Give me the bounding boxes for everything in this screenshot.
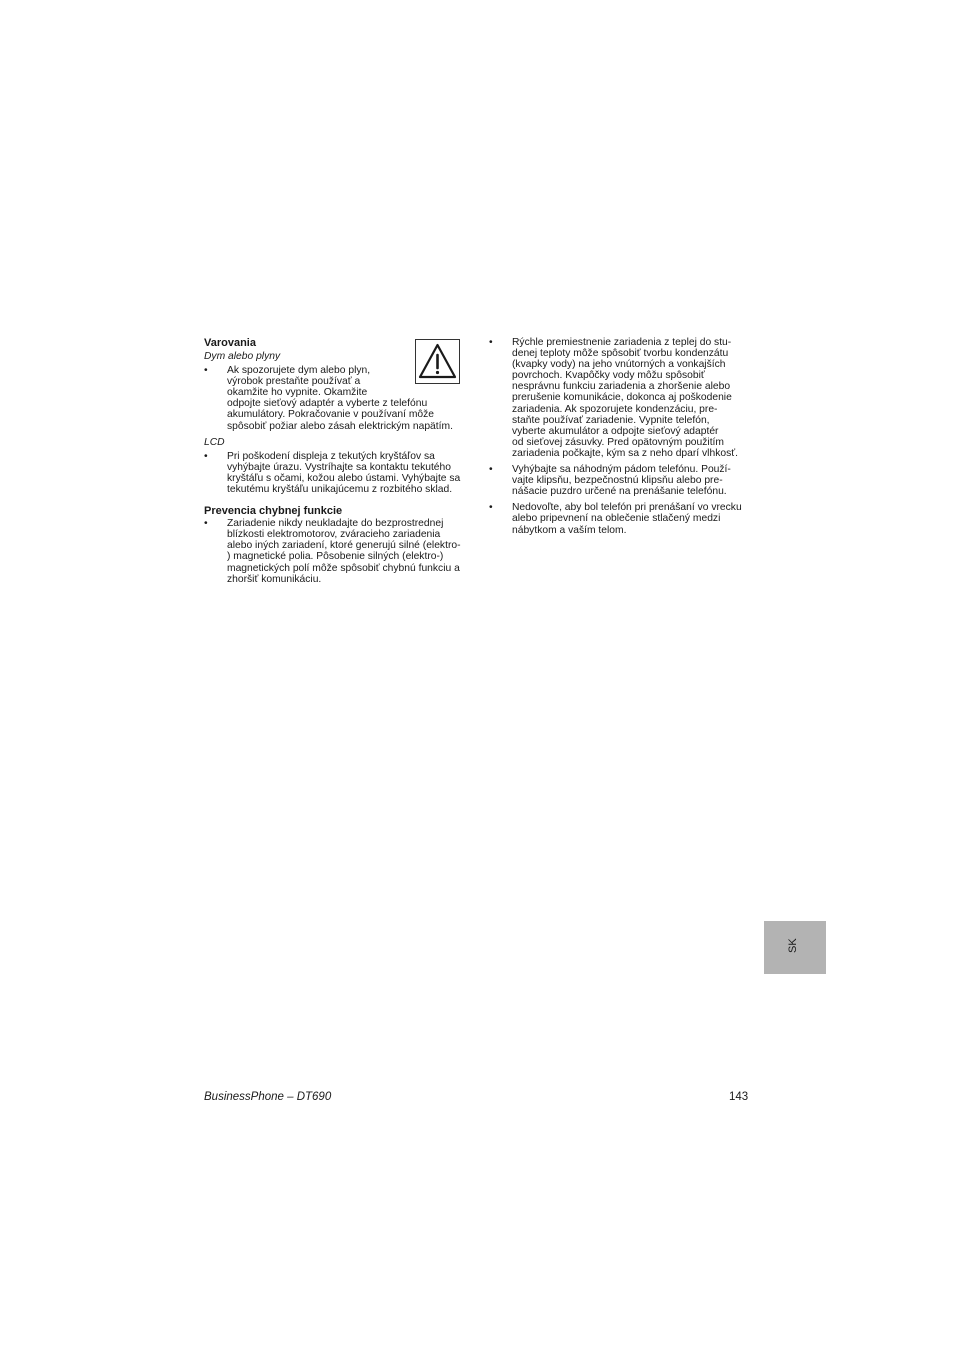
text-line: spôsobiť požiar alebo zásah elektrickým napätím. — [227, 420, 453, 432]
text-line: Rýchle premiestnenie zariadenia z teplej do stu- — [512, 337, 732, 348]
text-line: staňte používať zariadenie. Vypnite telefón, — [512, 414, 710, 426]
text-line: Pri poškodení displeja z tekutých kryštáľov sa — [227, 450, 435, 462]
text-line: Ak spozorujete dym alebo plyn, — [227, 365, 371, 377]
section-title-warnings: Varovania — [204, 337, 256, 349]
section-title-malfunction: Prevencia chybnej funkcie — [204, 505, 343, 518]
language-tab-label: SK — [787, 938, 799, 953]
text-line: prerušenie komunikácie, dokonca aj poškodenie — [512, 392, 732, 404]
text-line: (kvapky vody) na jeho vnútorných a vonkajších — [512, 359, 726, 371]
text-line: Zariadenie nikdy neukladajte do bezprostrednej — [227, 518, 444, 530]
text-line: zariadenia počkajte, kým sa z neho dparí vlhkosť. — [512, 447, 738, 459]
bullet-symbol: • — [489, 502, 493, 514]
list-item — [489, 464, 751, 497]
text-line: nábytkom a vaším telom. — [512, 524, 627, 536]
list-item — [489, 502, 751, 535]
warning-triangle-icon — [415, 339, 460, 384]
text-line: zariadenia. Ak spozorujete kondenzáciu, pre- — [512, 403, 718, 415]
text-line: denej teploty môže spôsobiť tvorbu kondenzátu — [512, 348, 729, 360]
text-line: alebo iných zariadení, ktoré generujú silné (elektro- — [227, 540, 461, 552]
subheading-smoke: Dym alebo plyny — [204, 351, 281, 362]
text-line: zhoršiť komunikáciu. — [227, 573, 322, 585]
text-line: ) magnetické polia. Pôsobenie silných (elektro-) — [227, 551, 444, 563]
text-line: alebo pripevnení na oblečenie stlačený medzi — [512, 513, 721, 525]
bullet-symbol: • — [204, 365, 208, 377]
text-line: Nedovoľte, aby bol telefón pri prenášaní vo vrecku — [512, 502, 742, 514]
bullet-symbol: • — [489, 337, 493, 348]
text-line: Vyhýbajte sa náhodným pádom telefónu. Použí- — [512, 464, 731, 476]
text-line: povrchoch. Kvapôčky vody môžu spôsobiť — [512, 370, 705, 382]
text-line: odpojte sieťový adaptér a vyberte z telefónu — [227, 398, 428, 410]
bullet-symbol: • — [204, 450, 208, 462]
text-line: nesprávnu funkciu zariadenia a zhoršenie alebo — [512, 381, 731, 393]
text-line: vajte klipsňu, bezpečnostnú klipsňu alebo pre- — [512, 475, 723, 487]
text-line: blízkosti elektromotorov, zváracieho zariadenia — [227, 529, 441, 541]
bullet-symbol: • — [204, 518, 208, 530]
text-line: výrobok prestaňte používať a — [227, 376, 361, 388]
text-line: vyberte akumulátor a odpojte sieťový adaptér — [512, 425, 719, 437]
right-column — [489, 337, 751, 536]
text-line: vyhýbajte úrazu. Vystríhajte sa kontaktu tekutého — [227, 461, 451, 473]
text-line: akumulátory. Pokračovanie v používaní môže — [227, 409, 434, 421]
language-tab — [764, 921, 826, 974]
text-line: kryštáľu s očami, kožou alebo ústami. Vyhýbajte sa — [227, 472, 461, 484]
text-line: od sieťovej zásuvky. Pred opätovným použitím — [512, 436, 724, 448]
text-line: magnetických polí môže spôsobiť chybnú funkciu a — [227, 562, 460, 574]
bullet-symbol: • — [489, 464, 493, 476]
footer-product: BusinessPhone – DT690 — [204, 1091, 332, 1103]
text-line: nášacie puzdro určené na prenášanie telefónu. — [512, 486, 727, 498]
text-line: okamžite ho vypnite. Okamžite — [227, 387, 368, 399]
list-item — [204, 518, 466, 585]
subheading-lcd: LCD — [204, 436, 225, 448]
page-number: 143 — [729, 1091, 749, 1103]
list-item — [489, 337, 751, 459]
text-line: tekutému kryštáľu unikajúcemu z rozbitého sklad. — [227, 484, 453, 496]
list-item — [204, 451, 466, 495]
